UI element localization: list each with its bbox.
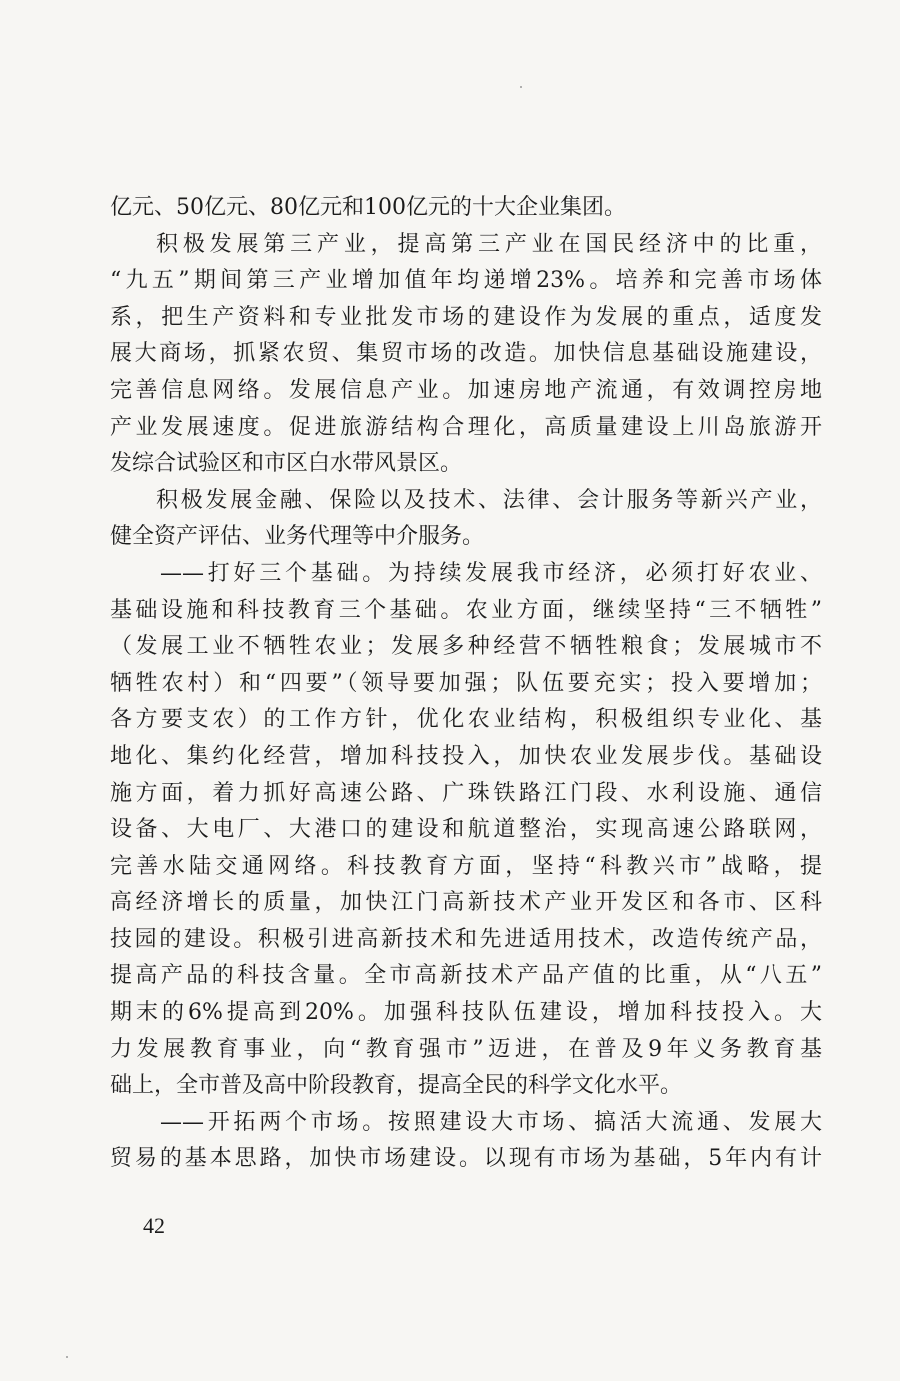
text-line: 积极发展金融、保险以及技术、法律、会计服务等新兴产业， — [156, 487, 822, 513]
text-line: 展大商场，抓紧农贸、集贸市场的改造。加快信息基础设施建设， — [110, 341, 822, 367]
text-line: 发综合试验区和市区白水带风景区。 — [110, 451, 463, 477]
text-line: 贸易的基本思路，加快市场建设。以现有市场为基础，5年内有计 — [110, 1146, 822, 1172]
text-line: 基础设施和科技教育三个基础。农业方面，继续坚持“三不牺牲” — [110, 597, 822, 623]
text-line: 提高产品的科技含量。全市高新技术产品产值的比重，从“八五” — [110, 963, 822, 989]
text-line: 期末的6%提高到20%。加强科技队伍建设，增加科技投入。大 — [110, 1000, 822, 1026]
text-line: 础上，全市普及高中阶段教育，提高全民的科学文化水平。 — [110, 1073, 683, 1099]
text-line: 技园的建设。积极引进高新技术和先进适用技术，改造传统产品， — [110, 926, 822, 952]
text-line: 产业发展速度。促进旅游结构合理化，高质量建设上川岛旅游开 — [110, 414, 822, 440]
section-heading-line: ——开拓两个市场。按照建设大市场、搞活大流通、发展大 — [160, 1109, 822, 1135]
text-line: 施方面，着力抓好高速公路、广珠铁路江门段、水利设施、通信 — [110, 780, 822, 806]
text-line: 积极发展第三产业，提高第三产业在国民经济中的比重， — [156, 231, 822, 257]
text-line: 各方要支农）的工作方针，优化农业结构，积极组织专业化、基 — [110, 707, 822, 733]
text-line: 健全资产评估、业务代理等中介服务。 — [110, 524, 485, 550]
text-line: 牺牲农村）和“四要”（领导要加强；队伍要充实；投入要增加； — [110, 670, 822, 696]
text-line: 地化、集约化经营，增加科技投入，加快农业发展步伐。基础设 — [110, 743, 822, 769]
text-line: 完善水陆交通网络。科技教育方面，坚持“科教兴市”战略，提 — [110, 853, 822, 879]
scan-speck — [66, 1356, 68, 1358]
section-heading-line: ——打好三个基础。为持续发展我市经济，必须打好农业、 — [160, 560, 822, 586]
body-text — [110, 190, 822, 1178]
text-line: 高经济增长的质量，加快江门高新技术产业开发区和各市、区科 — [110, 890, 822, 916]
scan-speck — [520, 86, 522, 88]
text-line: “九五”期间第三产业增加值年均递增23%。培养和完善市场体 — [110, 268, 822, 294]
text-line: 完善信息网络。发展信息产业。加速房地产流通，有效调控房地 — [110, 377, 822, 403]
text-line: 设备、大电厂、大港口的建设和航道整治，实现高速公路联网， — [110, 817, 822, 843]
text-line: （发展工业不牺牲农业；发展多种经营不牺牲粮食；发展城市不 — [110, 634, 822, 660]
text-line: 亿元、50亿元、80亿元和100亿元的十大企业集团。 — [110, 195, 626, 220]
page-number: 42 — [143, 1213, 165, 1238]
text-line: 力发展教育事业，向“教育强市”迈进，在普及9年义务教育基 — [110, 1036, 822, 1062]
text-line: 系，把生产资料和专业批发市场的建设作为发展的重点，适度发 — [110, 304, 822, 330]
